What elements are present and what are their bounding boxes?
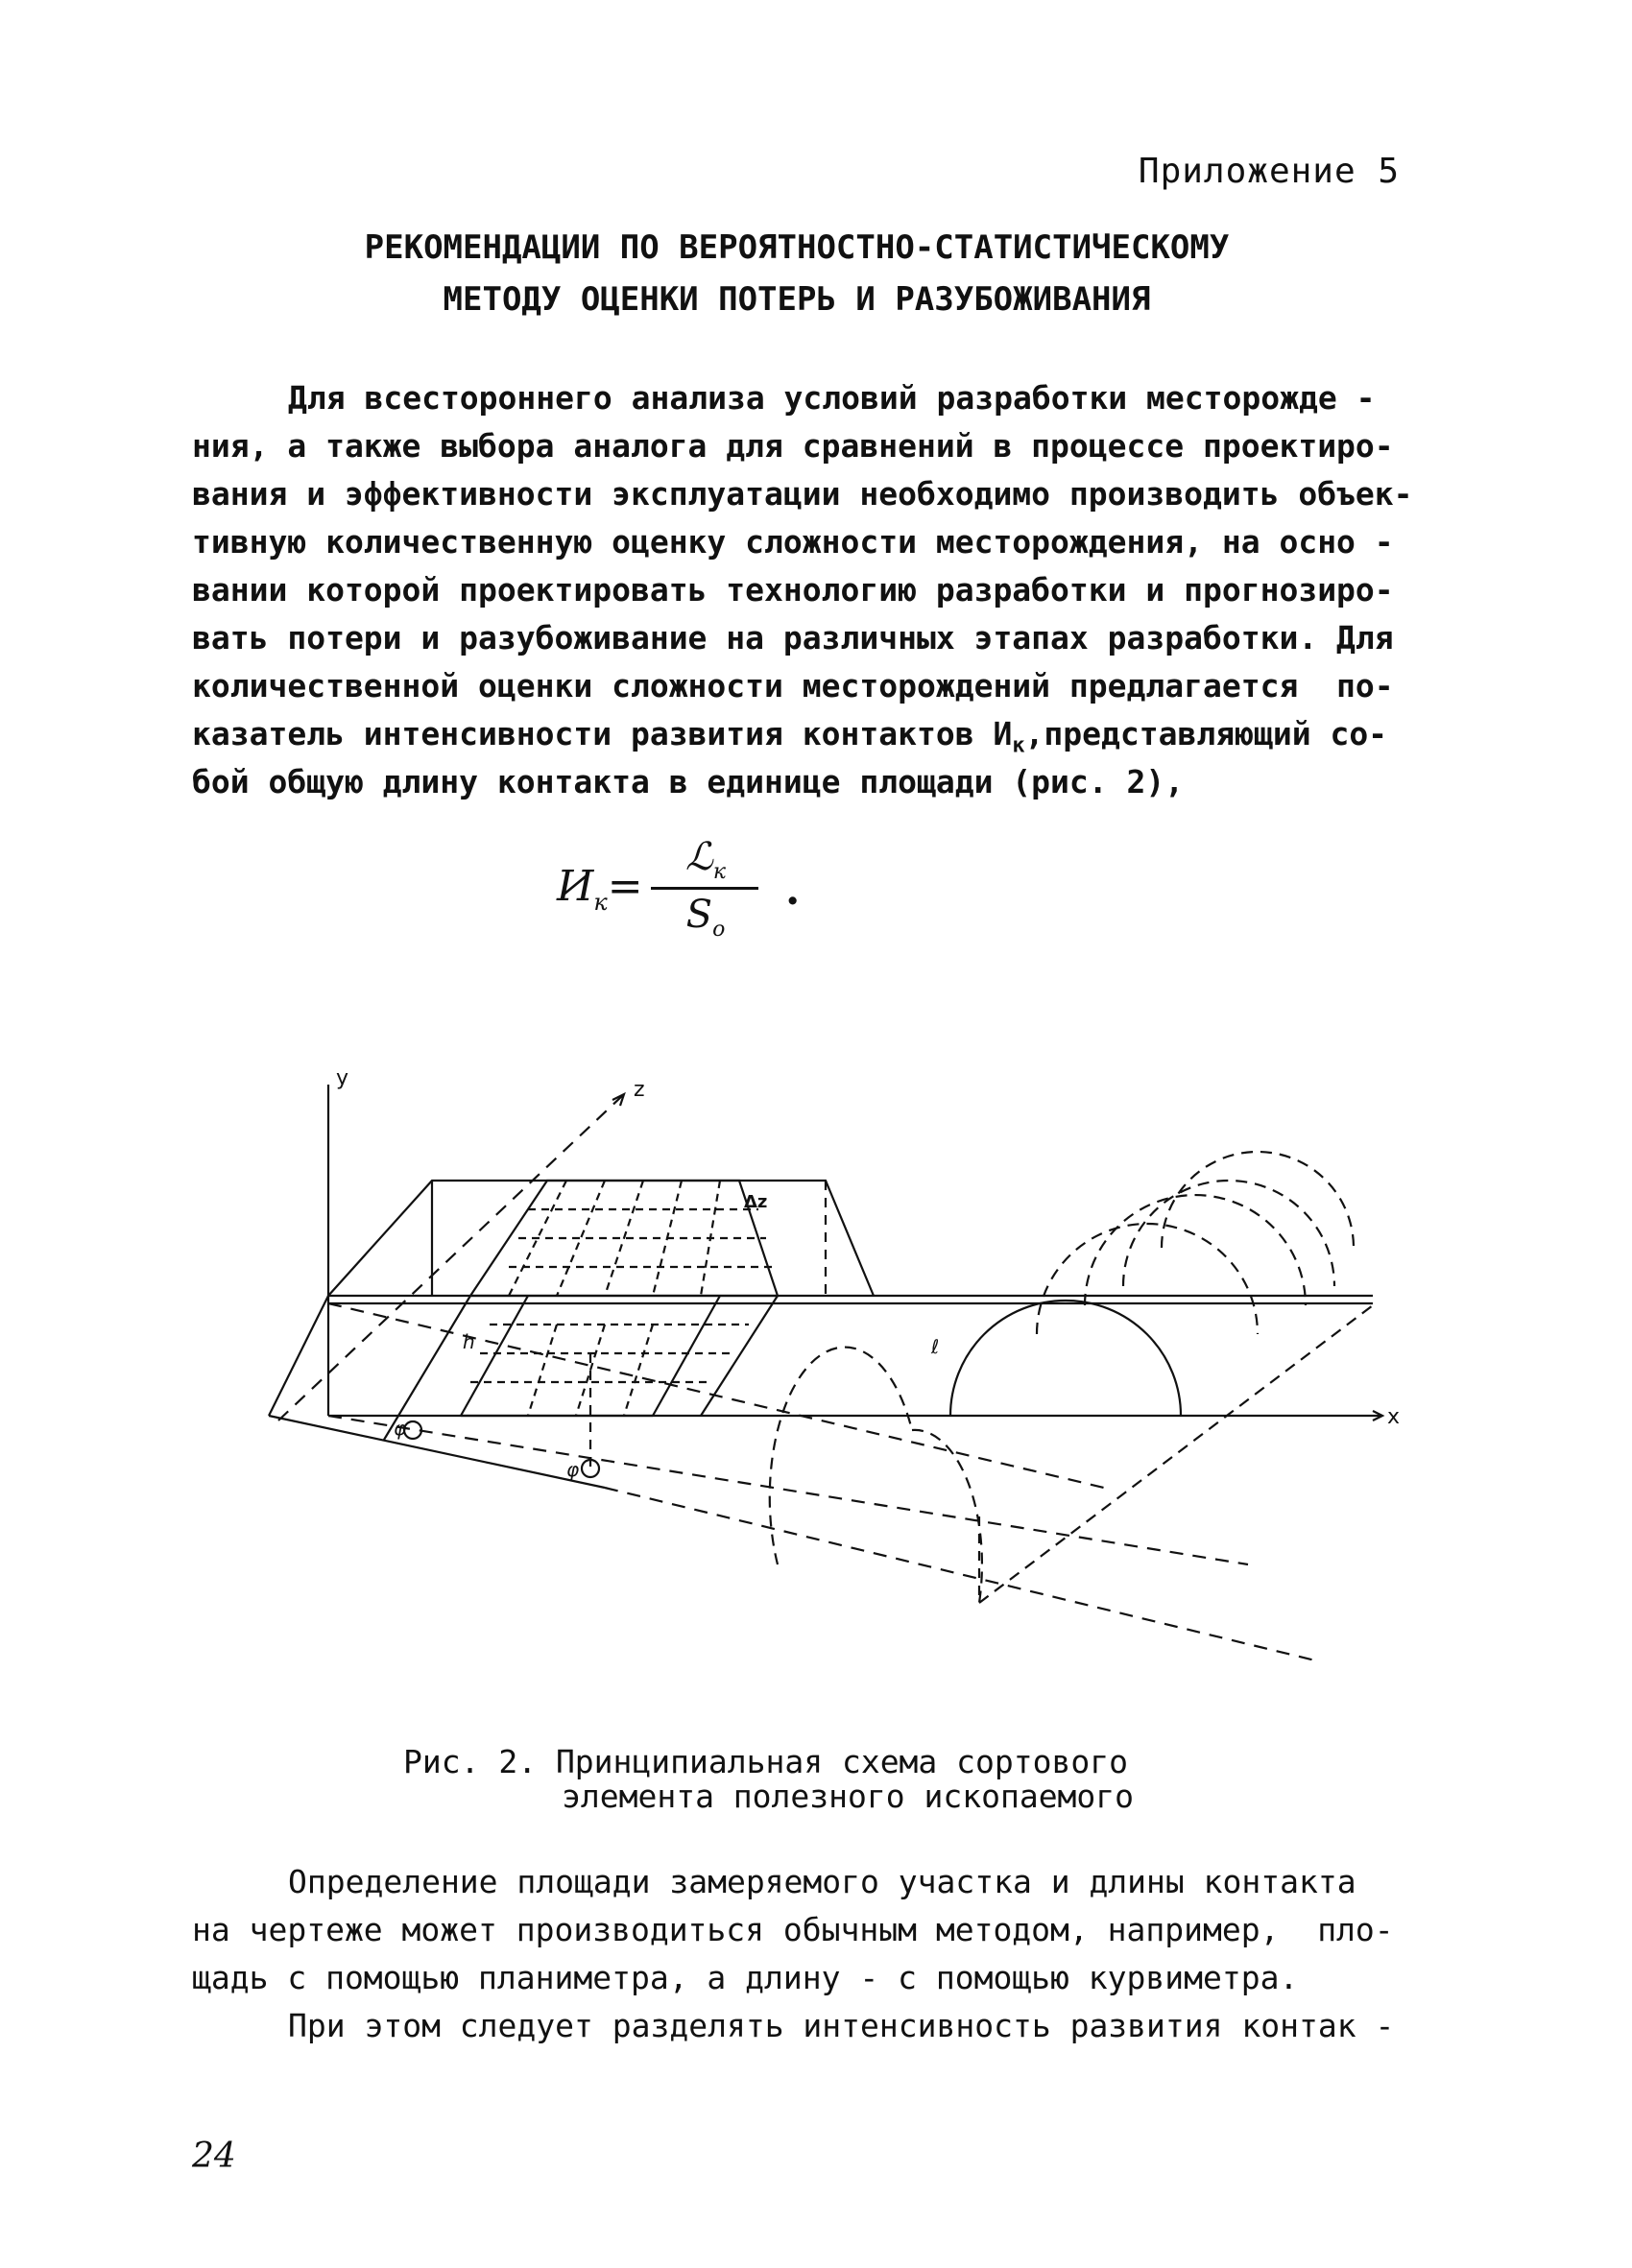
- phi2-label: φ: [566, 1458, 580, 1481]
- paragraph-2: [192, 1858, 1440, 2050]
- h-label: h: [463, 1330, 475, 1353]
- paragraph-1-line: тивную количественную оценку сложности месторождения, на осно -: [192, 523, 1394, 561]
- axis-y-label: y: [336, 1066, 349, 1090]
- page-number: 24: [192, 2137, 236, 2176]
- title-line-2: МЕТОДУ ОЦЕНКИ ПОТЕРЬ И РАЗУБОЖИВАНИЯ: [443, 280, 1151, 319]
- figure-caption: [403, 1745, 1134, 1814]
- base-front-dashed: [605, 1488, 1315, 1660]
- formula-equals: =: [607, 862, 643, 911]
- axis-x-label: x: [1387, 1405, 1401, 1429]
- formula-denominator-subscript: o: [712, 918, 726, 942]
- hatch-slices: [470, 1181, 774, 1416]
- paragraph-1: [192, 374, 1440, 806]
- paragraph-1-line: вать потери и разубоживание на различных этапах разработки. Для: [192, 619, 1394, 657]
- caption-line-1: Рис. 2. Принципиальная схема сортового: [403, 1743, 1128, 1780]
- dz-label: Δz: [744, 1192, 768, 1212]
- formula-contact-intensity: [538, 835, 826, 941]
- contact-semicircle: [950, 1301, 1181, 1416]
- formula-numerator-symbol: ℒ: [685, 835, 713, 879]
- fraction-bar: [651, 887, 758, 890]
- caption-line-2: элемента полезного ископаемого: [562, 1778, 1135, 1815]
- rear-semicircle-3: [1123, 1181, 1334, 1286]
- ore-body-right-side: [701, 1296, 778, 1416]
- rear-semicircle-2: [1085, 1195, 1306, 1305]
- formula-lhs-subscript: к: [593, 888, 608, 916]
- formula-numerator-subscript: к: [712, 860, 726, 884]
- formula-lhs-symbol: И: [557, 862, 594, 911]
- paragraph-1-line-with-subscript: [192, 710, 1440, 758]
- subscript-k: к: [1012, 733, 1025, 758]
- title-line-1: РЕКОМЕНДАЦИИ ПО ВЕРОЯТНОСТНО-СТАТИСТИЧЕСКОМУ: [364, 228, 1230, 267]
- paragraph-1-text: казатель интенсивности развития контактов И: [192, 715, 1013, 752]
- paragraph-1-line: вании которой проектировать технологию разработки и прогнозиро-: [192, 571, 1394, 609]
- paragraph-1-line: ния, а также выбора аналога для сравнений в процессе проектиро-: [192, 427, 1394, 465]
- paragraph-1-text: ,представляющий со-: [1024, 715, 1388, 752]
- phi1-marker: [404, 1421, 421, 1439]
- paragraph-2-line: на чертеже может производиться обычным методом, например, пло-: [192, 1911, 1394, 1948]
- figure-ore-element-schema: [240, 1065, 1421, 1660]
- paragraph-2-line: При этом следует разделять интенсивность развития контак -: [288, 2007, 1395, 2044]
- schema-drawing: [240, 1065, 1421, 1660]
- ore-body-inner-left: [461, 1296, 528, 1416]
- paragraph-2-line: щадь с помощью планиметра, а длину - с помощью курвиметра.: [192, 1959, 1299, 1996]
- axis-z-label: z: [634, 1078, 645, 1102]
- paragraph-1-line: вания и эффективности эксплуатации необходимо производить объек-: [192, 475, 1413, 513]
- l-label: ℓ: [931, 1335, 940, 1358]
- formula-denominator-symbol: S: [685, 893, 713, 937]
- paragraph-1-line: количественной оценки сложности месторождений предлагается по-: [192, 667, 1394, 704]
- appendix-label: Приложение 5: [1138, 152, 1400, 191]
- formula-numerator: [653, 835, 758, 884]
- paragraph-2-line: Определение площади замеряемого участка и длины контакта: [288, 1863, 1356, 1900]
- paragraph-1-line: бой общую длину контакта в единице площади (рис. 2),: [192, 763, 1185, 800]
- formula-denominator: [653, 893, 758, 942]
- paragraph-1-line: Для всестороннего анализа условий разработки месторожде -: [288, 379, 1376, 417]
- rear-semicircle-1: [1037, 1224, 1258, 1334]
- left-slope-line: [269, 1296, 328, 1416]
- plane-dashed-2: [328, 1416, 1248, 1564]
- formula-lhs: [557, 862, 643, 916]
- formula-period: .: [785, 866, 801, 915]
- lower-semicircle-left: [770, 1348, 912, 1564]
- lower-diagonal-dashed: [979, 1305, 1373, 1603]
- phi1-label: φ: [394, 1417, 407, 1440]
- ore-body-inner-right: [653, 1296, 720, 1416]
- base-front-line: [269, 1416, 605, 1488]
